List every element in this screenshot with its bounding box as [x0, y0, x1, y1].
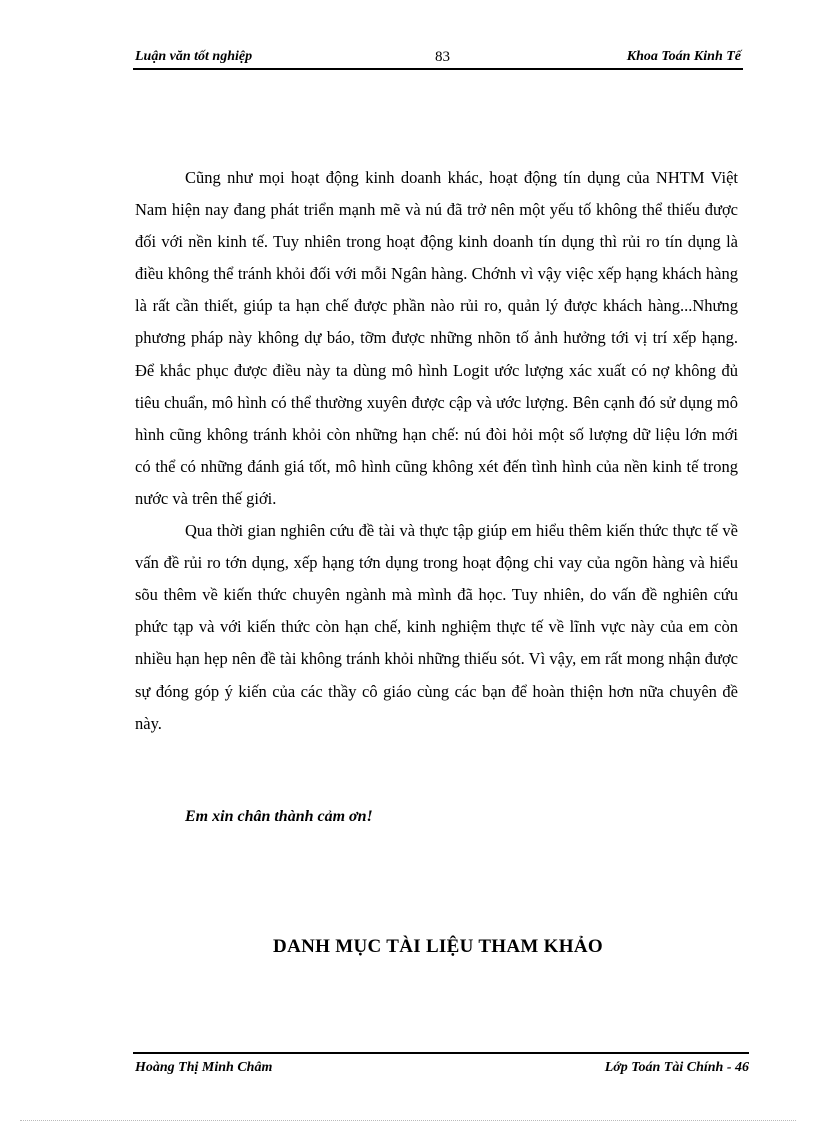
page-edge-divider — [20, 1120, 796, 1121]
page-footer — [133, 1052, 749, 1080]
references-title: DANH MỤC TÀI LIỆU THAM KHẢO — [273, 936, 603, 957]
page-number: 83 — [435, 49, 450, 65]
paragraph-1: Cũng như mọi hoạt động kinh doanh khác, hoạt động tín dụng của NHTM Việt Nam hiện nay đang phát triển mạnh mẽ và nú đã trở nên một yếu tố không thể thiếu được đối với nền kinh tế. Tuy nhiên trong hoạt động kinh doanh tín dụng thì rủi ro tín dụng là điều không thể tránh khỏi đối với mỗi Ngân hàng. Chớnh vì vậy việc xếp hạng khách hàng là rất cần thiết, giúp ta hạn chế được phần nào rủi ro, quản lý được khách hàng...Nhưng phương pháp này không dự báo, tỡm được những nhõn tố ảnh hưởng tới vị trí xếp hạng. Để khắc phục được điều này ta dùng mô hình Logit ước lượng xác xuất có nợ không đủ tiêu chuẩn, mô hình có thể thường xuyên được cập và ước lượng. Bên cạnh đó sử dụng mô hình cũng không tránh khỏi còn những hạn chế: nú đòi hỏi một số lượng dữ liệu lớn mới có thể có những đánh giá tốt, mô hình cũng không xét đến tình hình của nền kinh tế trong nước và trên thế giới. — [135, 168, 738, 508]
footer-author: Hoàng Thị Minh Châm — [135, 1060, 273, 1075]
paragraph-2: Qua thời gian nghiên cứu đề tài và thực tập giúp em hiểu thêm kiến thức thực tế về vấn đề rủi ro tớn dụng, xếp hạng tớn dụng trong hoạt động chi vay của ngõn hàng và hiểu sõu thêm về kiến thức chuyên ngành mà mình đã học. Tuy nhiên, do vấn đề nghiên cứu phức tạp và với kiến thức còn hạn chế, kinh nghiệm thực tế về lĩnh vực này của em còn nhiều hạn hẹp nên đề tài không tránh khỏi những thiếu sót. Vì vậy, em rất mong nhận được sự đóng góp ý kiến của các thầy cô giáo cùng các bạn để hoàn thiện hơn nữa chuyên đề này. — [135, 521, 738, 733]
thanks-line: Em xin chân thành cảm ơn! — [185, 808, 373, 825]
footer-class: Lớp Toán Tài Chính - 46 — [604, 1060, 749, 1075]
header-thesis-label: Luận văn tốt nghiệp — [135, 49, 253, 64]
conclusion-body — [135, 162, 738, 740]
page-header — [133, 48, 743, 70]
header-faculty-label: Khoa Toán Kinh Tế — [626, 49, 741, 64]
